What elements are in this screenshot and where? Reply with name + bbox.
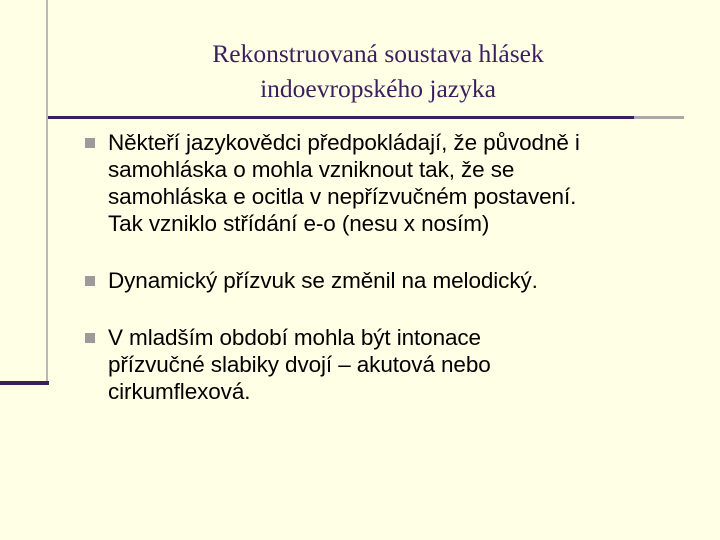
square-bullet-icon [85, 276, 95, 286]
list-item [80, 267, 705, 294]
bullet-text: Někteří jazykovědci předpokládají, že původně i samohláska o mohla vzniknout tak, že se samohláska e ocitla v nepřízvučném postavení. Tak vzniklo střídání e-o (nesu x nosím) [108, 130, 580, 236]
list-item [80, 324, 705, 405]
title-underline-accent [634, 116, 684, 119]
left-accent-bar [0, 381, 49, 385]
bullet-text: V mladším období mohla být intonace přízvučné slabiky dvojí – akutová nebo cirkumflexová. [108, 325, 491, 404]
title-line-2: indoevropského jazyka [260, 74, 496, 103]
title-line-1: Rekonstruovaná soustava hlásek [212, 39, 544, 68]
bullet-text: Dynamický přízvuk se změnil na melodický. [108, 268, 538, 293]
square-bullet-icon [85, 333, 95, 343]
bullet-list [80, 129, 705, 435]
square-bullet-icon [85, 138, 95, 148]
slide-title [48, 36, 708, 106]
list-item [80, 129, 705, 237]
title-underline [48, 116, 634, 119]
